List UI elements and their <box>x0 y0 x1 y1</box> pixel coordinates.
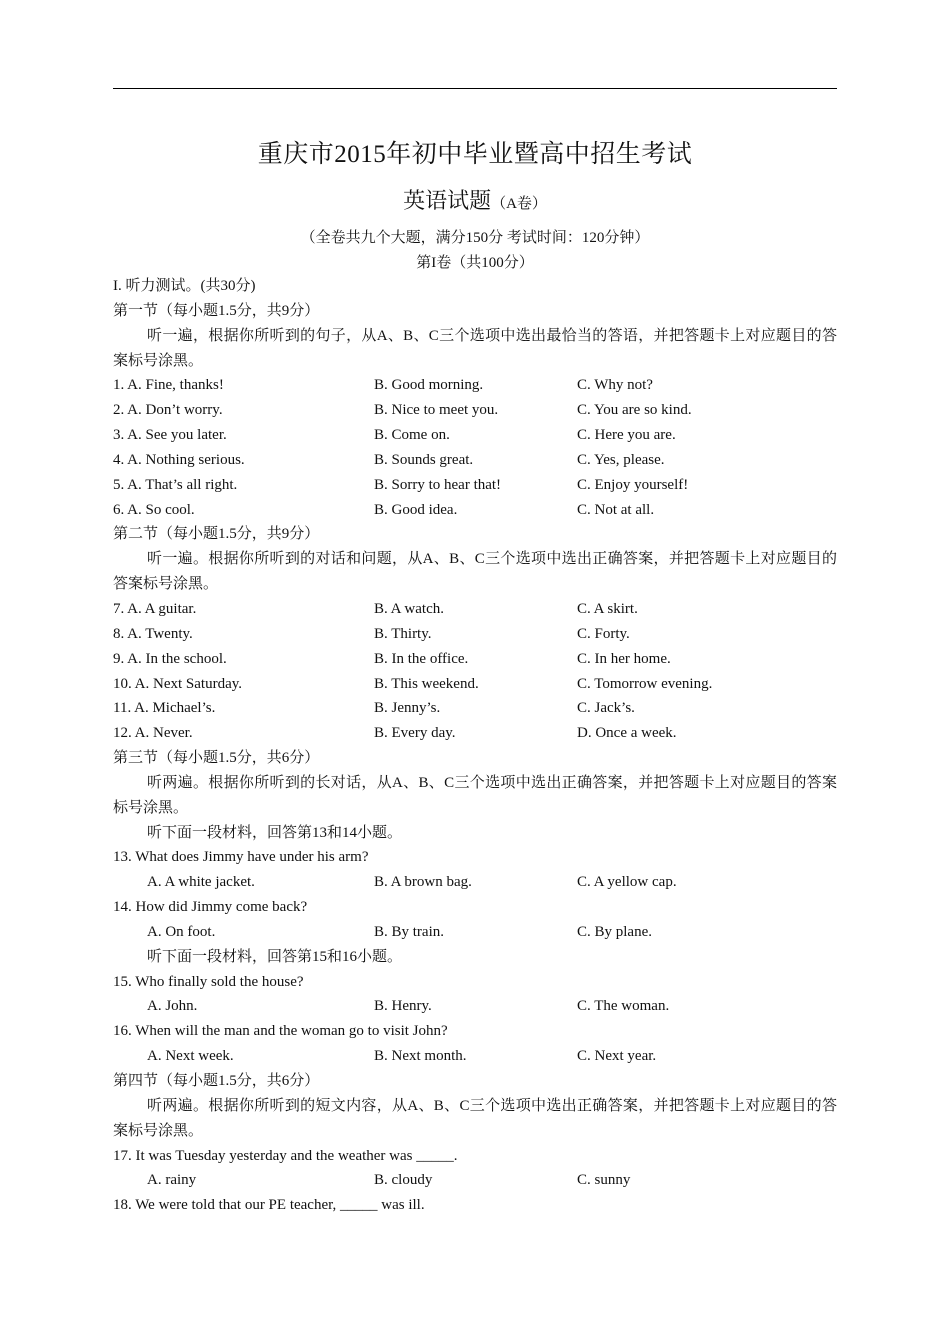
question-text: 18. We were told that our PE teacher, _____ was ill. <box>113 1197 425 1214</box>
option-b: B. Good morning. <box>374 377 484 394</box>
section-heading: 第四节（每小题1.5分，共6分） <box>113 1073 320 1089</box>
option-b: B. Nice to meet you. <box>374 402 499 419</box>
option-a: A. John. <box>147 998 198 1015</box>
question-row <box>113 498 837 523</box>
section-heading: 第二节（每小题1.5分，共9分） <box>113 526 320 543</box>
option-c: C. A skirt. <box>577 600 638 617</box>
option-a: 9. A. In the school. <box>113 650 227 667</box>
exam-subtitle <box>0 184 950 215</box>
question-row <box>113 672 837 697</box>
option-c: C. Tomorrow evening. <box>577 675 713 692</box>
option-a: 2. A. Don’t worry. <box>113 402 223 419</box>
option-b: B. Jenny’s. <box>374 700 441 717</box>
question-row <box>113 597 837 622</box>
section-instruction: 听一遍，根据你所听到的句子，从A、B、C三个选项中选出最恰当的答语，并把答题卡上对应题目的答案标号涂黑。 <box>113 327 837 369</box>
option-a: A. rainy <box>147 1172 197 1189</box>
option-c: C. In her home. <box>577 650 671 667</box>
option-b: B. Come on. <box>374 427 450 444</box>
question-row <box>113 696 837 721</box>
option-b: B. A brown bag. <box>374 874 472 891</box>
material-note: 听下面一段材料，回答第15和16小题。 <box>147 948 403 965</box>
paper-label: （A卷） <box>491 196 547 212</box>
option-c: C. Forty. <box>577 625 630 642</box>
option-a: 11. A. Michael’s. <box>113 700 216 717</box>
option-b: B. Sorry to hear that! <box>374 476 502 493</box>
option-a: 6. A. So cool. <box>113 501 195 518</box>
option-b: B. cloudy <box>374 1172 433 1189</box>
part-heading: I. 听力测试。(共30分) <box>113 278 256 294</box>
option-c: C. Why not? <box>577 377 653 394</box>
option-a: 5. A. That’s all right. <box>113 476 238 493</box>
question-row <box>113 721 837 746</box>
option-c: C. Here you are. <box>577 427 676 444</box>
question-text: 15. Who finally sold the house? <box>113 973 304 990</box>
question-options <box>113 1044 837 1069</box>
option-b: B. Next month. <box>374 1048 467 1065</box>
question-text: 17. It was Tuesday yesterday and the weather was _____. <box>113 1147 458 1164</box>
question-row <box>113 647 837 672</box>
section-heading: 第一节（每小题1.5分，共9分） <box>113 302 320 319</box>
option-a: A. Next week. <box>147 1048 234 1065</box>
section-instruction: 听一遍。根据你所听到的对话和问题，从A、B、C三个选项中选出正确答案，并把答题卡上对应题目的答案标号涂黑。 <box>113 551 837 593</box>
volume-heading: 第I卷（共100分） <box>416 255 534 271</box>
exam-info: （全卷共九个大题，满分150分 考试时间：120分钟） <box>300 230 650 246</box>
option-a: 10. A. Next Saturday. <box>113 675 243 692</box>
exam-body <box>113 274 837 1218</box>
section-heading: 第三节（每小题1.5分，共6分） <box>113 750 320 767</box>
option-a: 8. A. Twenty. <box>113 625 193 642</box>
option-c: C. By plane. <box>577 923 652 940</box>
question-row <box>113 448 837 473</box>
option-c: C. Jack’s. <box>577 700 635 717</box>
section-instruction: 听两遍。根据你所听到的短文内容，从A、B、C三个选项中选出正确答案，并把答题卡上对应题目的答案标号涂黑。 <box>113 1097 837 1139</box>
option-a: 7. A. A guitar. <box>113 600 197 617</box>
question-row <box>113 398 837 423</box>
option-c: C. A yellow cap. <box>577 874 677 891</box>
subject-title: 英语试题 <box>403 188 492 213</box>
question-options <box>113 994 837 1019</box>
question-options <box>113 920 837 945</box>
question-options <box>113 870 837 895</box>
question-row <box>113 373 837 398</box>
option-a: A. On foot. <box>147 923 216 940</box>
question-row <box>113 622 837 647</box>
option-b: B. A watch. <box>374 600 444 617</box>
option-a: 3. A. See you later. <box>113 427 227 444</box>
option-b: B. Good idea. <box>374 501 458 518</box>
option-a: 4. A. Nothing serious. <box>113 451 245 468</box>
question-row <box>113 473 837 498</box>
option-c: D. Once a week. <box>577 725 677 742</box>
option-c: C. Not at all. <box>577 501 655 518</box>
option-a: A. A white jacket. <box>147 874 255 891</box>
option-c: C. You are so kind. <box>577 402 692 419</box>
question-row <box>113 423 837 448</box>
section-instruction: 听两遍。根据你所听到的长对话，从A、B、C三个选项中选出正确答案，并把答题卡上对应题目的答案标号涂黑。 <box>113 774 837 816</box>
option-b: B. Every day. <box>374 725 456 742</box>
option-b: B. This weekend. <box>374 675 479 692</box>
option-b: B. Henry. <box>374 998 432 1015</box>
question-text: 16. When will the man and the woman go to visit John? <box>113 1023 448 1040</box>
option-c: C. Enjoy yourself! <box>577 476 689 493</box>
question-text: 13. What does Jimmy have under his arm? <box>113 849 369 866</box>
question-text: 14. How did Jimmy come back? <box>113 899 308 916</box>
material-note: 听下面一段材料，回答第13和14小题。 <box>147 824 403 841</box>
header-rule <box>113 88 837 89</box>
option-b: B. Thirty. <box>374 625 432 642</box>
option-b: B. Sounds great. <box>374 451 474 468</box>
option-a: 1. A. Fine, thanks! <box>113 377 224 394</box>
option-c: C. Yes, please. <box>577 451 665 468</box>
option-b: B. By train. <box>374 923 444 940</box>
option-c: C. sunny <box>577 1172 631 1189</box>
option-a: 12. A. Never. <box>113 725 193 742</box>
option-c: C. The woman. <box>577 998 670 1015</box>
option-b: B. In the office. <box>374 650 469 667</box>
question-options <box>113 1168 837 1193</box>
exam-title: 重庆市2015年初中毕业暨高中招生考试 <box>257 141 693 168</box>
option-c: C. Next year. <box>577 1048 657 1065</box>
